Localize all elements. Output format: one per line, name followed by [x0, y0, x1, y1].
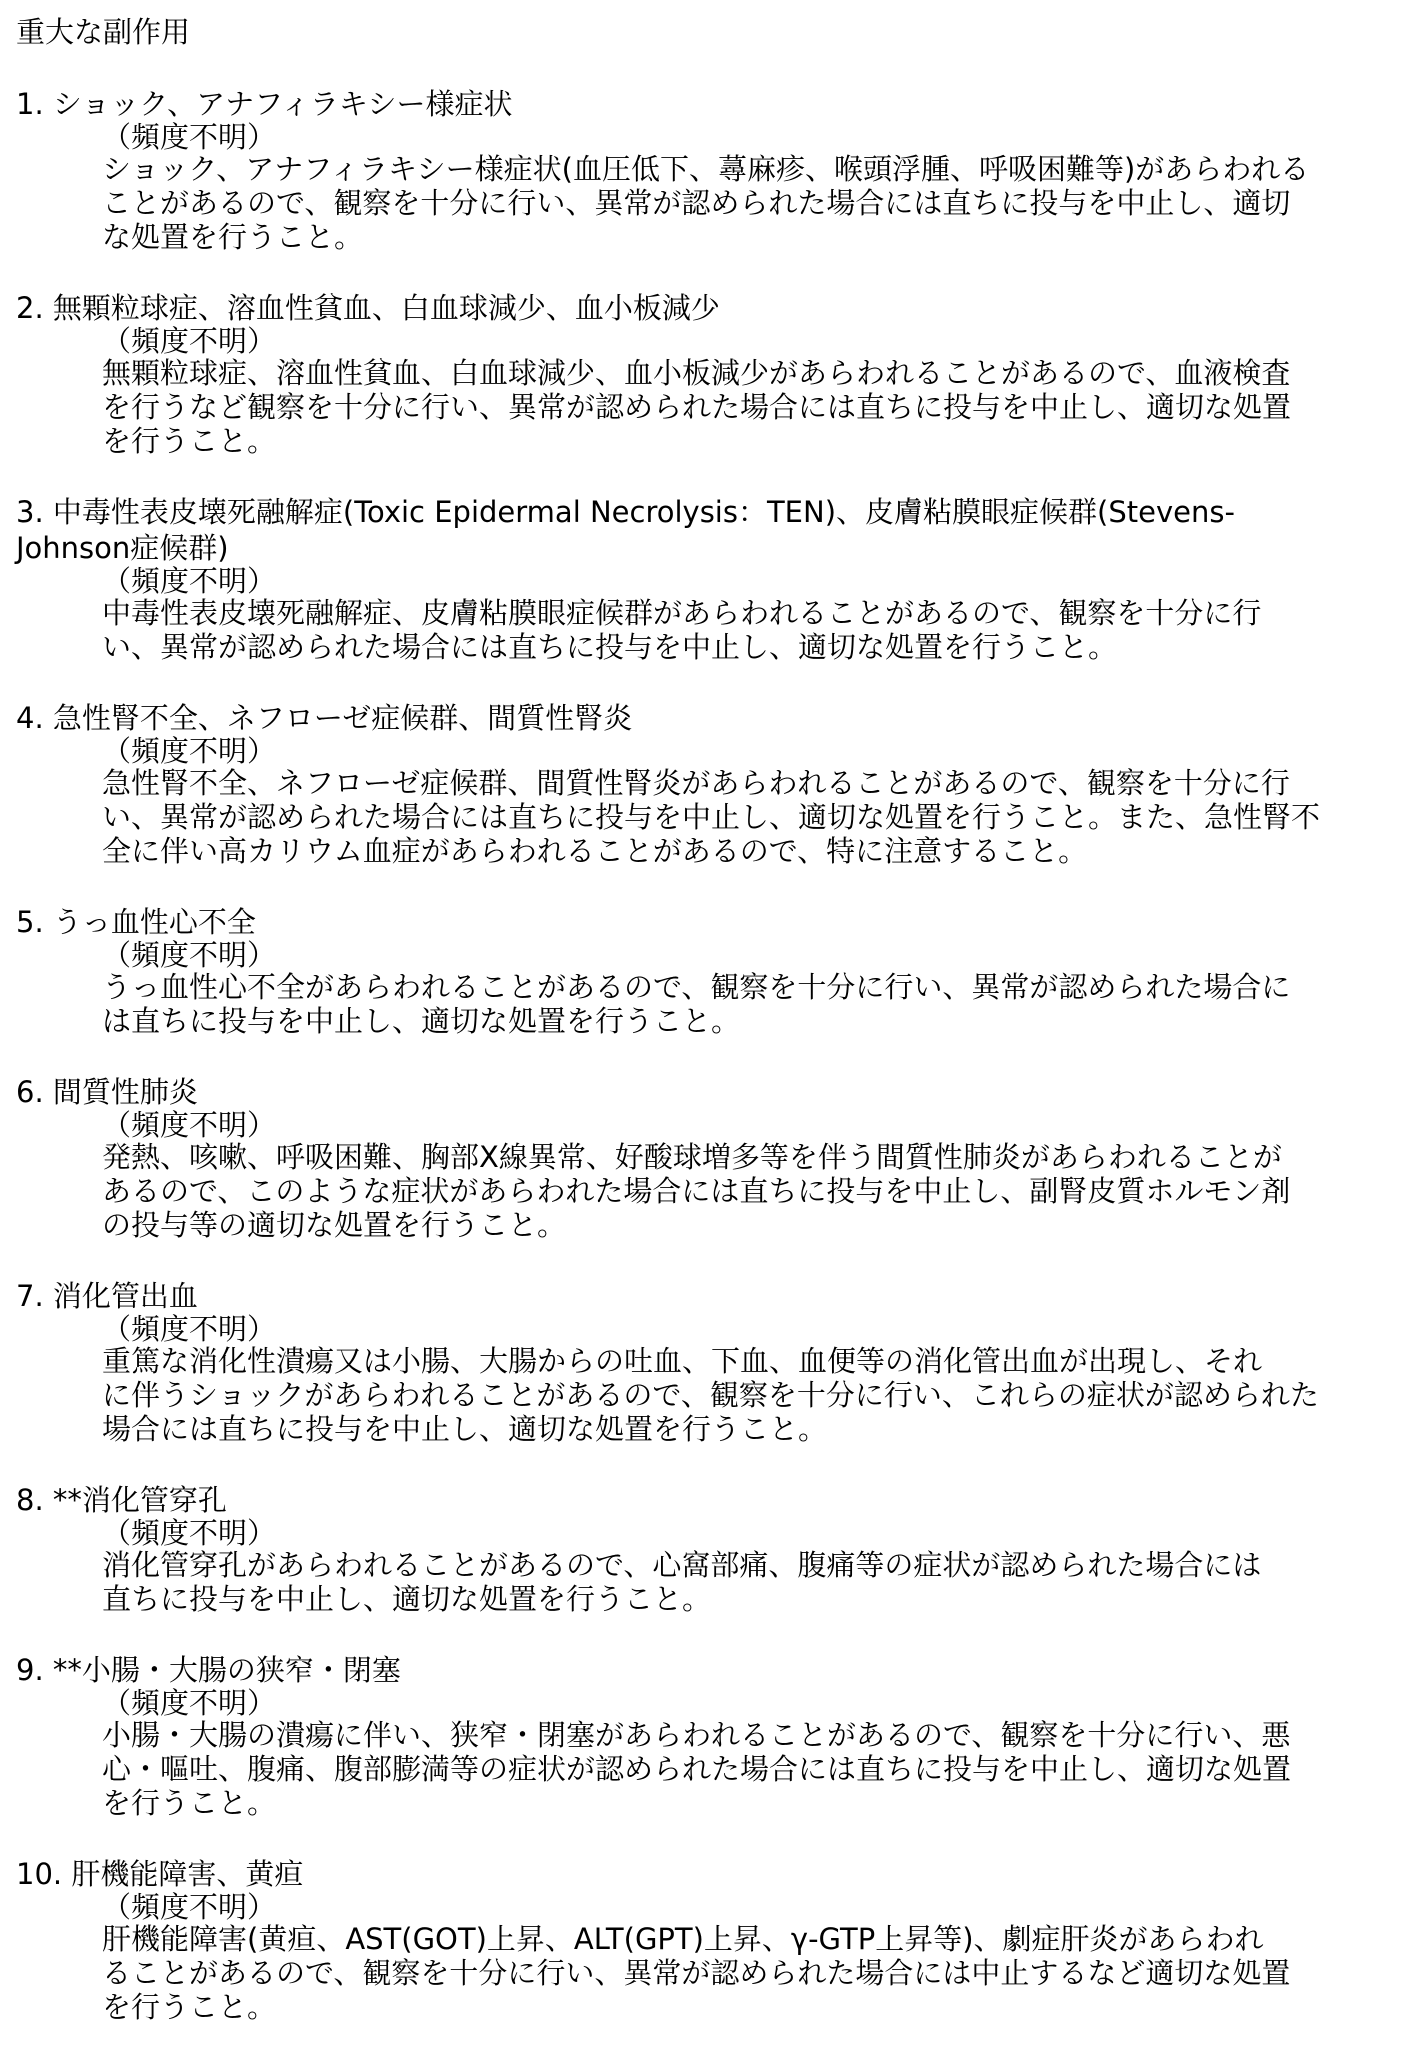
section-heading: 7. 消化管出血 [16, 1279, 198, 1313]
section-body: 小腸・大腸の潰瘍に伴い、狭窄・閉塞があらわれることがあるので、観察を十分に行い、悪 心・嘔吐、腹痛、腹部膨満等の症状が認められた場合には直ちに投与を中止し、適切な処置 を行うこと。 [102, 1718, 1292, 1820]
section-heading: 1. ショック、アナフィラキシー様症状 [16, 87, 513, 121]
section-frequency: （頻度不明） [102, 1686, 277, 1720]
section-liver-dysfunction [16, 1856, 1393, 2024]
section-body: 重篤な消化性潰瘍又は小腸、大腸からの吐血、下血、血便等の消化管出血が出現し、それ に伴うショックがあらわれることがあるので、観察を十分に行い、これらの症状が認められた 場合には直ちに投与を中止し、適切な処置を行うこと。 [102, 1344, 1319, 1446]
section-body: 肝機能障害(黄疸、AST(GOT)上昇、ALT(GPT)上昇、γ-GTP上昇等)、劇症肝炎があらわれ ることがあるので、観察を十分に行い、異常が認められた場合には中止するなど適切な処置 を行うこと。 [102, 1922, 1291, 2024]
section-body: 中毒性表皮壊死融解症、皮膚粘膜眼症候群があらわれることがあるので、観察を十分に行 い、異常が認められた場合には直ちに投与を中止し、適切な処置を行うこと。 [102, 596, 1262, 664]
section-body: 消化管穿孔があらわれることがあるので、心窩部痛、腹痛等の症状が認められた場合には 直ちに投与を中止し、適切な処置を行うこと。 [102, 1548, 1262, 1616]
section-ten [16, 494, 1393, 664]
section-heading: 9. **小腸・大腸の狭窄・閉塞 [16, 1653, 401, 1687]
section-heading: 6. 間質性肺炎 [16, 1075, 198, 1109]
section-shock [16, 86, 1393, 254]
section-body: 急性腎不全、ネフローゼ症候群、間質性腎炎があらわれることがあるので、観察を十分に行 い、異常が認められた場合には直ちに投与を中止し、適切な処置を行うこと。また、急性腎不 全に伴い高カリウム血症があらわれることがあるので、特に注意すること。 [102, 766, 1321, 868]
section-frequency: （頻度不明） [102, 734, 277, 768]
section-frequency: （頻度不明） [102, 564, 277, 598]
section-frequency: （頻度不明） [102, 938, 277, 972]
section-agranulocytosis [16, 290, 1393, 458]
section-heading: 5. うっ血性心不全 [16, 905, 256, 939]
section-body: ショック、アナフィラキシー様症状(血圧低下、蕁麻疹、喉頭浮腫、呼吸困難等)があらわれる ことがあるので、観察を十分に行い、異常が認められた場合には直ちに投与を中止し、適切 な処置を行うこと。 [102, 152, 1310, 254]
section-body: うっ血性心不全があらわれることがあるので、観察を十分に行い、異常が認められた場合に は直ちに投与を中止し、適切な処置を行うこと。 [102, 970, 1291, 1038]
section-gi-bleeding [16, 1278, 1393, 1446]
section-frequency: （頻度不明） [102, 1108, 277, 1142]
section-renal-failure [16, 700, 1393, 868]
section-heart-failure [16, 904, 1393, 1038]
section-frequency: （頻度不明） [102, 1516, 277, 1550]
section-heading: 3. 中毒性表皮壊死融解症(Toxic Epidermal Necrolysis：TEN)、皮膚粘膜眼症候群(Stevens- Johnson症候群) [16, 495, 1235, 565]
section-intestinal-stenosis [16, 1652, 1393, 1820]
section-frequency: （頻度不明） [102, 324, 277, 358]
section-frequency: （頻度不明） [102, 1312, 277, 1346]
section-heading: 4. 急性腎不全、ネフローゼ症候群、間質性腎炎 [16, 701, 633, 735]
section-frequency: （頻度不明） [102, 120, 277, 154]
section-gi-perforation [16, 1482, 1393, 1616]
section-heading: 8. **消化管穿孔 [16, 1483, 227, 1517]
section-body: 発熱、咳嗽、呼吸困難、胸部X線異常、好酸球増多等を伴う間質性肺炎があらわれることが あるので、このような症状があらわれた場合には直ちに投与を中止し、副腎皮質ホルモン剤 の投与等の適切な処置を行うこと。 [102, 1140, 1291, 1242]
page-title: 重大な副作用 [16, 15, 191, 49]
section-frequency: （頻度不明） [102, 1890, 277, 1924]
section-pneumonia [16, 1074, 1393, 1242]
section-heading: 10. 肝機能障害、黄疸 [16, 1857, 304, 1891]
section-heading: 2. 無顆粒球症、溶血性貧血、白血球減少、血小板減少 [16, 291, 720, 325]
section-body: 無顆粒球症、溶血性貧血、白血球減少、血小板減少があらわれることがあるので、血液検査 を行うなど観察を十分に行い、異常が認められた場合には直ちに投与を中止し、適切な処置 を行うこと。 [102, 356, 1292, 458]
